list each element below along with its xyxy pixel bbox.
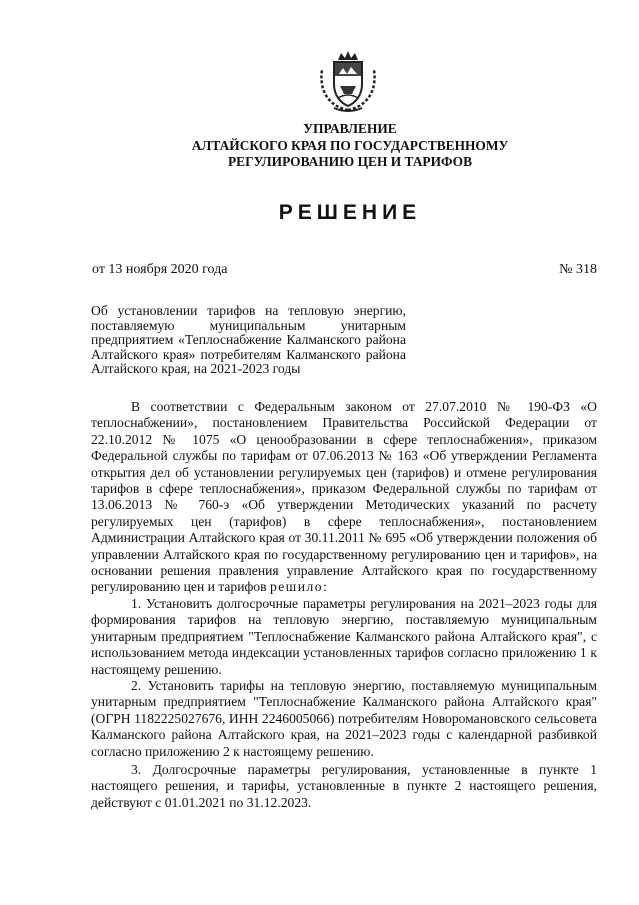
decided-word: решило:	[269, 579, 329, 595]
document-date: от 13 ноября 2020 года	[92, 262, 228, 277]
preamble-paragraph	[91, 399, 597, 596]
item-3-paragraph: 3. Долгосрочные параметры регулирования, установленные в пункте 1 настоящего решения, и тарифы, установленные в пункте 2 настоящего решения, действуют с 01.01.2021 по 31.12.2023.	[91, 761, 597, 810]
document-number: № 318	[559, 262, 597, 277]
org-name-line-2: АЛТАЙСКОГО КРАЯ ПО ГОСУДАРСТВЕННОМУ	[191, 138, 509, 153]
altai-coat-of-arms-icon	[314, 48, 382, 116]
document-subject: Об установлении тарифов на тепловую энергию, поставляемую муниципальным унитарным предприятием «Теплоснабжение Калманского района Алтайского края» потребителям Калманского района Алтайского края, на 2021-2023 годы	[91, 303, 406, 376]
document-title: РЕШЕНИЕ	[278, 201, 422, 224]
item-1-paragraph: 1. Установить долгосрочные параметры регулирования на 2021–2023 годы для формирования тарифов на тепловую энергию, поставляемую муниципальным унитарным предприятием "Теплоснабжение Калманского района Алтайского края", с использованием метода индексации установленных тарифов согласно приложению 1 к настоящему решению.	[91, 595, 597, 677]
org-name-line-1: УПРАВЛЕНИЕ	[303, 121, 397, 136]
preamble-text: В соответствии с Федеральным законом от 27.07.2010 № 190-ФЗ «О теплоснабжении», постановлением Правительства Российской Федерации от 22.10.2012 № 1075 «О ценообразовании в сфере теплоснабжения», приказом Федеральной службы по тарифам от 07.06.2013 № 163 «Об утверждении Регламента открытия дел об установлении регулируемых цен (тарифов) и отмене регулирования тарифов в сфере теплоснабжения», приказом Федеральной службы по тарифам от 13.06.2013 № 760-э «Об утверждении Методических указаний по расчету регулируемых цен (тарифов) в сфере теплоснабжения», постановлением Администрации Алтайского края от 30.11.2011 № 695 «Об утверждении положения об управлении Алтайского края по государственному регулированию цен и тарифов», на основании решения правления управление Алтайского края по государственному регулированию цен и тарифов	[91, 399, 597, 595]
item-2-paragraph: 2. Установить тарифы на тепловую энергию, поставляемую муниципальным унитарным предприятием "Теплоснабжение Калманского района Алтайского края" (ОГРН 1182225027676, ИНН 2246005066) потребителям Новоромановского сельсовета Калманского района Алтайского края, на 2021–2023 годы с календарной разбивкой согласно приложению 2 к настоящему решению.	[91, 677, 597, 759]
document-body	[91, 399, 597, 811]
org-name-line-3: РЕГУЛИРОВАНИЮ ЦЕН И ТАРИФОВ	[227, 154, 473, 169]
